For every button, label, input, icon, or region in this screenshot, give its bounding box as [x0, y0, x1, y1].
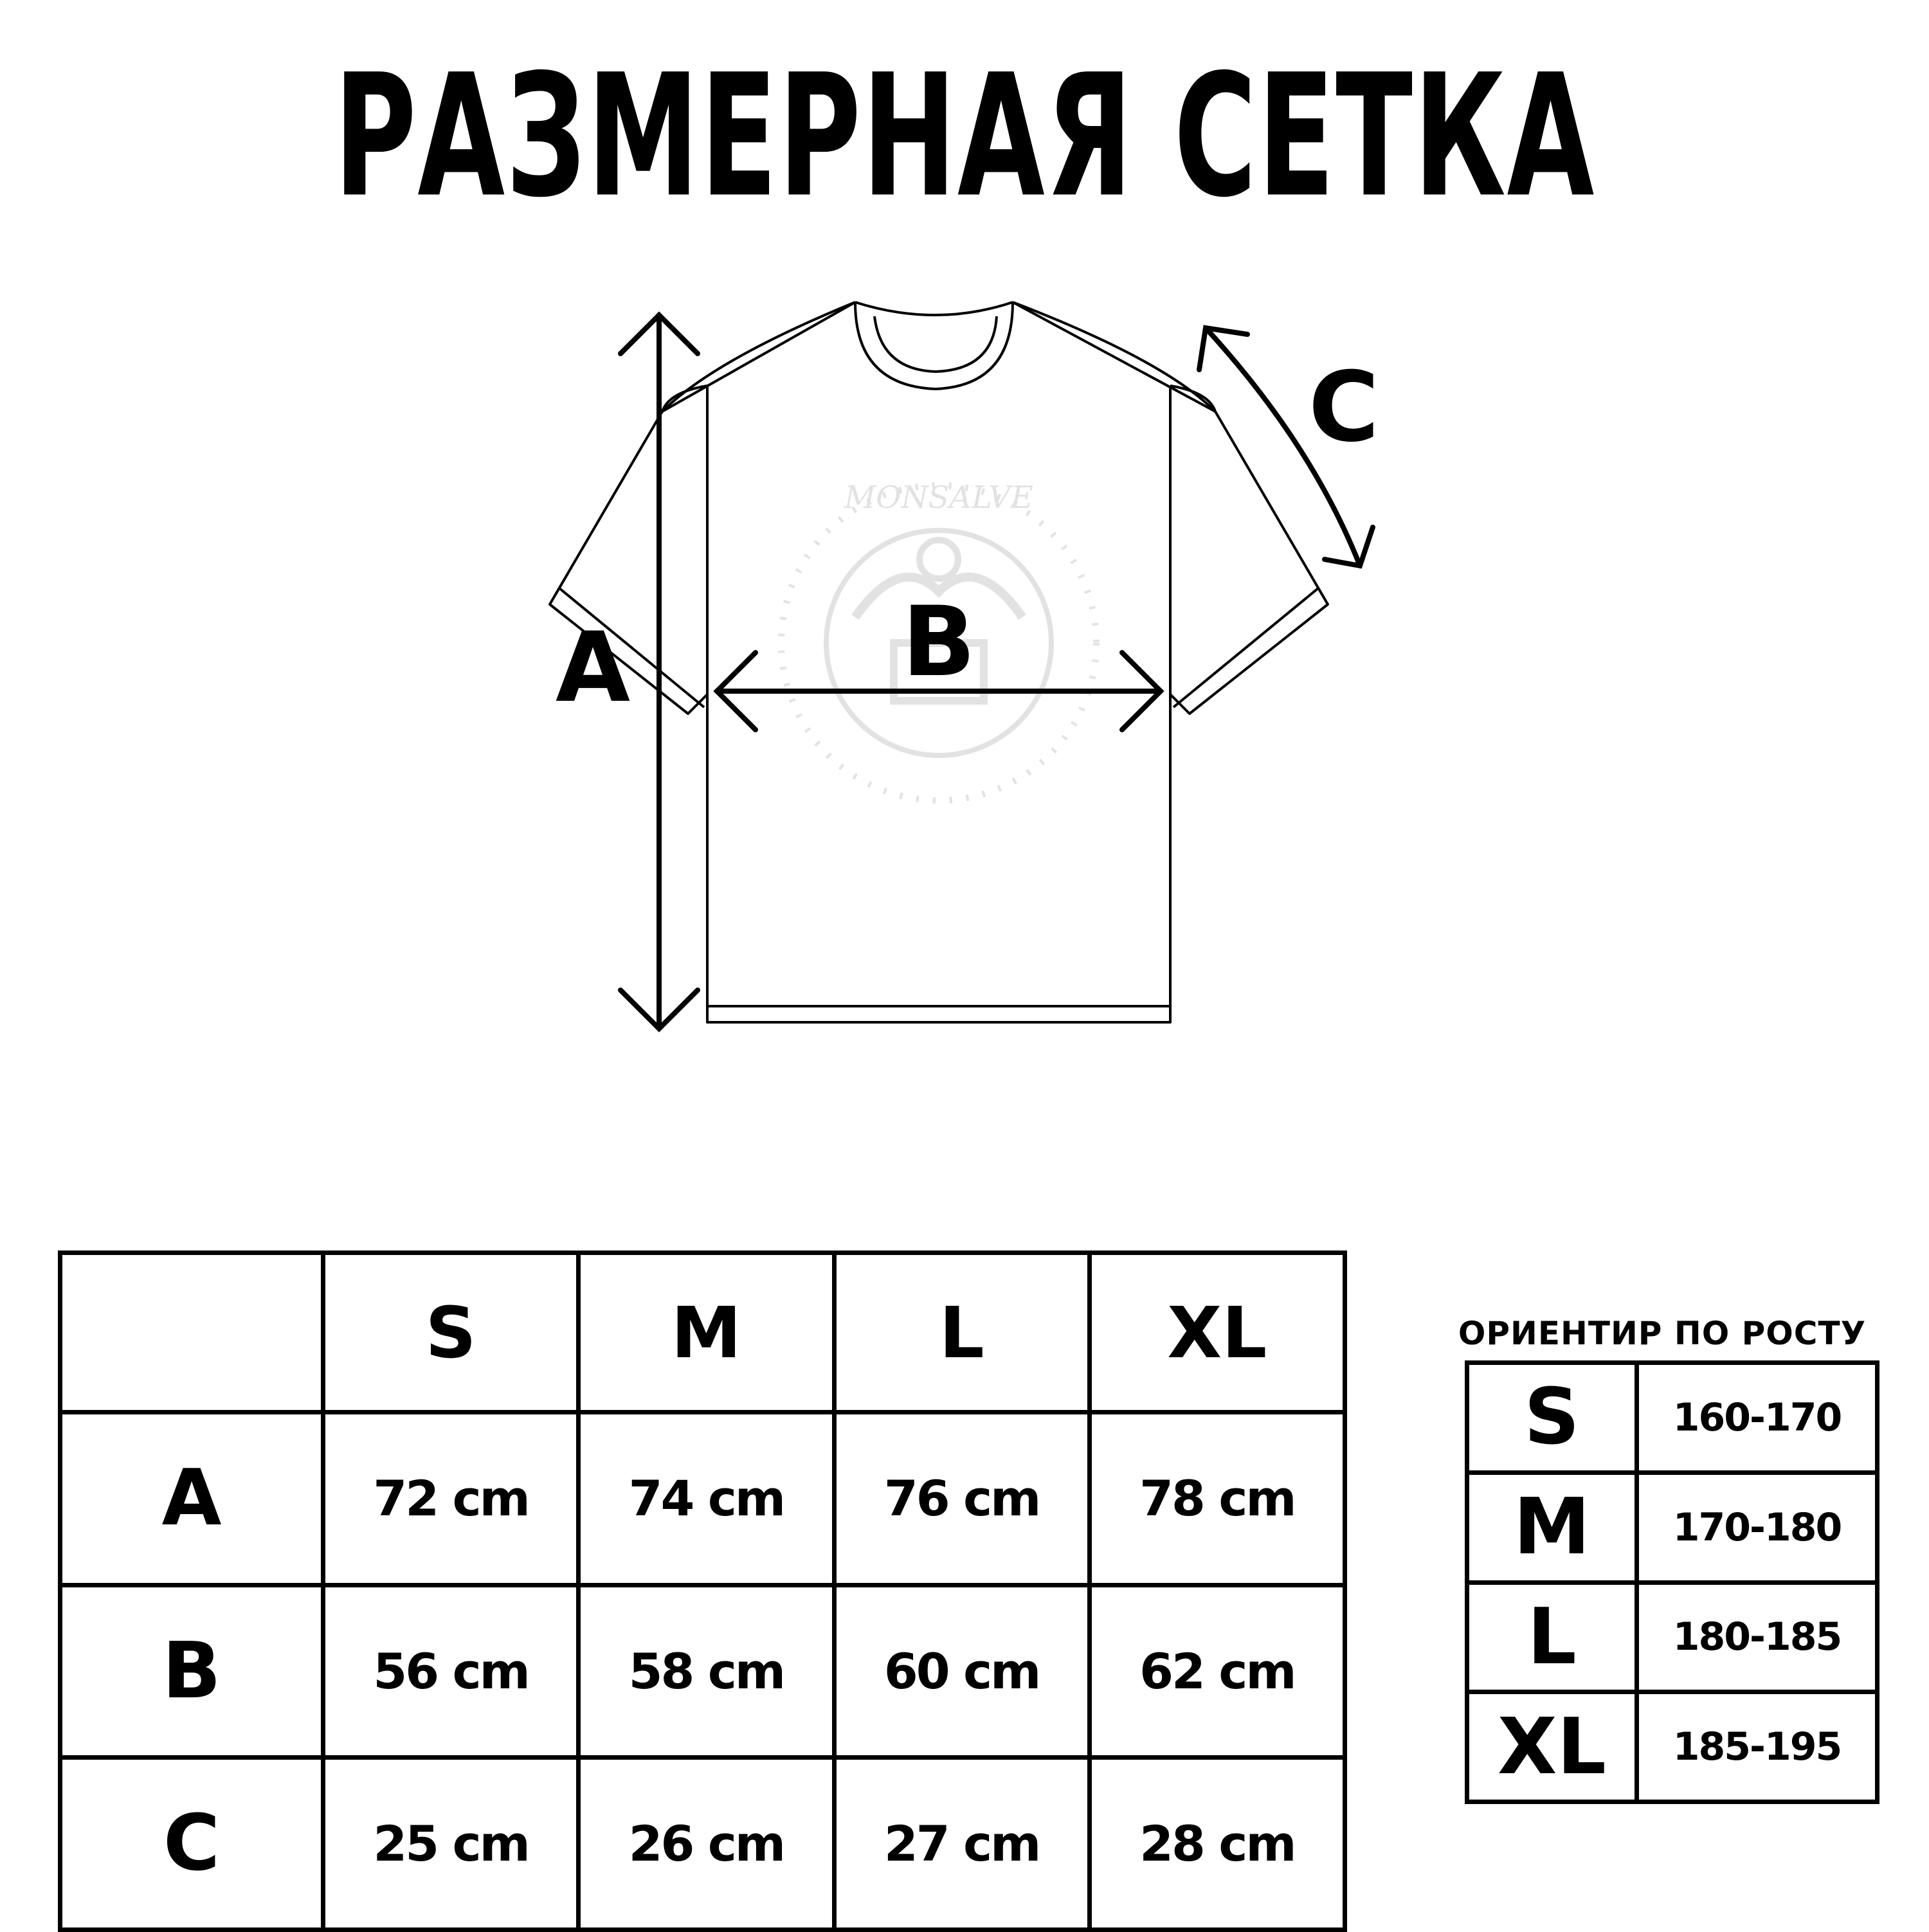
value-cell: 78 cm: [1089, 1413, 1345, 1585]
value-cell: 72 cm: [323, 1413, 579, 1585]
value-cell: 62 cm: [1089, 1585, 1345, 1757]
value-cell: 76 cm: [834, 1413, 1089, 1585]
header-size-s: S: [323, 1253, 579, 1413]
table-row: [60, 1413, 1345, 1585]
value-cell: 74 cm: [579, 1413, 834, 1585]
value-cell: 58 cm: [579, 1585, 834, 1757]
height-guide-table: [1465, 1360, 1879, 1804]
header-size-m: M: [579, 1253, 834, 1413]
table-row: [1467, 1472, 1878, 1582]
watermark-text: MONSALVE: [844, 480, 1033, 516]
height-range: 180-185: [1637, 1582, 1878, 1692]
height-size-label: L: [1467, 1582, 1637, 1692]
header-size-xl: XL: [1089, 1253, 1345, 1413]
height-size-label: M: [1467, 1472, 1637, 1582]
label-a: A: [555, 612, 631, 724]
row-label-c: C: [60, 1757, 323, 1929]
value-cell: 25 cm: [323, 1757, 579, 1929]
size-chart-table: [58, 1250, 1347, 1932]
label-c: C: [1308, 352, 1380, 464]
length-arrow: [620, 315, 698, 1029]
table-row: [1467, 1692, 1878, 1802]
value-cell: 26 cm: [579, 1757, 834, 1929]
table-row: [60, 1585, 1345, 1757]
table-row: [60, 1757, 1345, 1929]
value-cell: 56 cm: [323, 1585, 579, 1757]
height-range: 185-195: [1637, 1692, 1878, 1802]
table-row: [1467, 1363, 1878, 1473]
label-b: B: [901, 586, 976, 698]
table-row: [1467, 1582, 1878, 1692]
height-range: 170-180: [1637, 1472, 1878, 1582]
row-label-a: A: [60, 1413, 323, 1585]
table-header-row: [60, 1253, 1345, 1413]
table-corner-cell: [60, 1253, 323, 1413]
row-label-b: B: [60, 1585, 323, 1757]
header-size-l: L: [834, 1253, 1089, 1413]
value-cell: 28 cm: [1089, 1757, 1345, 1929]
height-range: 160-170: [1637, 1363, 1878, 1473]
value-cell: 60 cm: [834, 1585, 1089, 1757]
height-size-label: XL: [1467, 1692, 1637, 1802]
height-size-label: S: [1467, 1363, 1637, 1473]
value-cell: 27 cm: [834, 1757, 1089, 1929]
height-guide-caption: ОРИЕНТИР ПО РОСТУ: [1458, 1315, 1867, 1352]
page-title: РАЗМЕРНАЯ СЕТКА: [334, 37, 1595, 235]
